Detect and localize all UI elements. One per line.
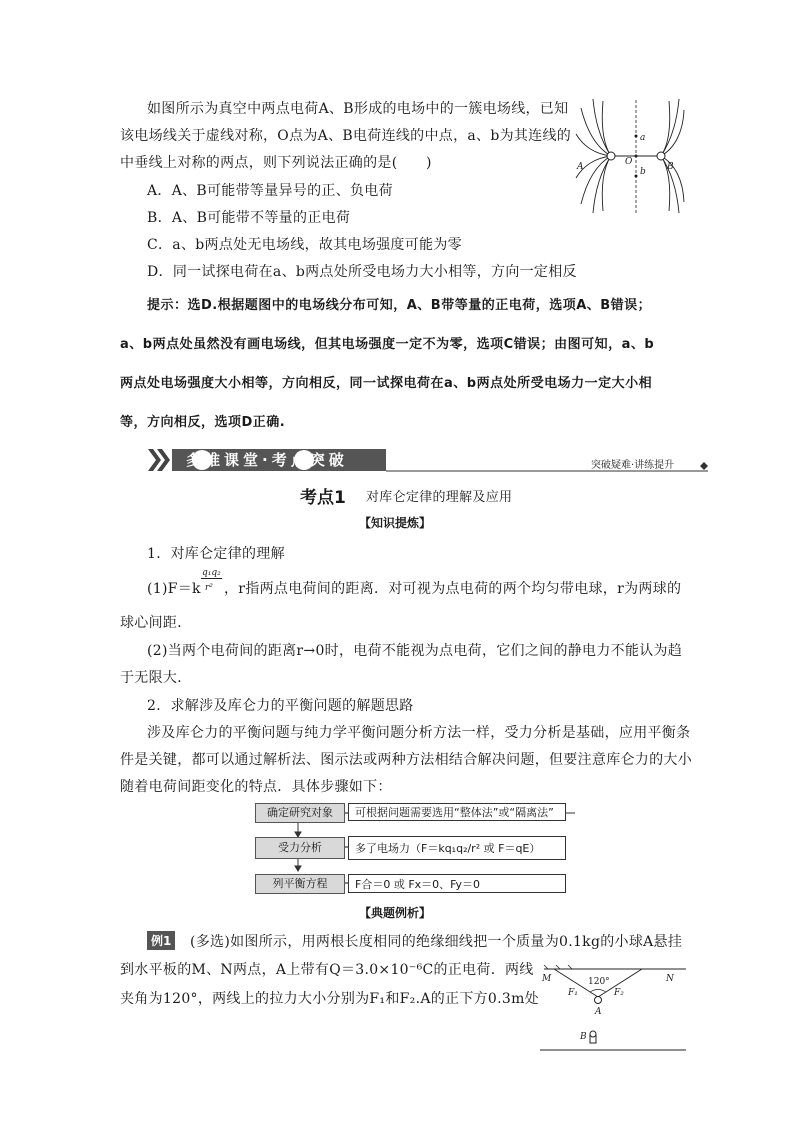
point2-line-1: 涉及库仑力的平衡问题与纯力学平衡问题分析方法一样，受力分析是基础，应用平衡条 xyxy=(147,725,691,741)
fig2-label-B: B xyxy=(580,1032,587,1042)
fig1-label-B: B xyxy=(667,162,674,172)
fig1-label-O: O xyxy=(625,157,633,167)
section-heading-text: 对库仑定律的理解及应用 xyxy=(366,490,513,505)
suspended-ball-figure xyxy=(540,963,686,1058)
flow-step-2: 受力分析 xyxy=(255,837,345,859)
fig2-label-A: A xyxy=(595,1007,602,1017)
example-line-2: 到水平板的M、N两点，A上带有Q＝3.0×10⁻⁶C的正电荷．两线 xyxy=(120,962,534,978)
point1-line-1-rest: ，r指两点电荷间的距离．对可视为点电荷的两个均匀带电球，r为两球的 xyxy=(224,581,682,597)
point1-line-3: (2)当两个电荷间的距离r→0时，电荷不能视为点电荷，它们之间的静电力不能认为趋 xyxy=(147,643,683,659)
flow-step-2-note: 多了电场力（F＝kq₁q₂/r² 或 F＝qE） xyxy=(348,836,566,860)
point1-line-4: 于无限大． xyxy=(120,670,192,686)
fig2-label-N: N xyxy=(666,974,674,984)
point2-line-3: 随着电荷间距变化的特点．具体步骤如下： xyxy=(120,779,392,795)
point1-line-2: 球心间距． xyxy=(120,615,192,631)
question-line-2: 该电场线关于虚线对称，O点为A、B电荷连线的中点，a、b为其连线的 xyxy=(120,128,572,144)
fig1-label-A: A xyxy=(577,162,584,172)
point1-formula-prefix: (1)F＝k xyxy=(147,581,201,597)
point1-title: 1．对库仑定律的理解 xyxy=(147,546,285,562)
knowledge-heading: 【知识提炼】 xyxy=(359,516,432,530)
point2-title: 2．求解涉及库仑力的平衡问题的解题思路 xyxy=(147,698,414,714)
option-d: D．同一试探电荷在a、b两点处所受电场力大小相等，方向一定相反 xyxy=(147,264,577,280)
question-line-3: 中垂线上对称的两点，则下列说法正确的是( ) xyxy=(120,155,432,171)
flow-step-1-note: 可根据问题需要选用“整体法”或“隔离法” xyxy=(348,803,566,821)
fig2-label-F1: F₁ xyxy=(568,988,578,998)
electric-field-figure xyxy=(573,96,685,216)
coulomb-fraction-numerator: q₁q₂ xyxy=(202,568,221,578)
banner-right-text: 突破疑难·讲练提升 xyxy=(591,460,675,471)
fig2-angle: 120° xyxy=(588,977,610,987)
hint-line-4: 等，方向相反，选项D正确. xyxy=(120,415,286,430)
example-line-3: 夹角为120°，两线上的拉力大小分别为F₁和F₂.A的正下方0.3m处 xyxy=(120,991,539,1007)
option-b: B．A、B可能带不等量的正电荷 xyxy=(147,210,351,226)
flow-step-3: 列平衡方程 xyxy=(255,874,345,894)
fig1-label-b: b xyxy=(640,167,646,177)
fig1-label-a: a xyxy=(640,133,646,143)
typical-example-heading: 【典题例析】 xyxy=(359,906,432,920)
banner-title: 多维课堂·考点突破 xyxy=(186,451,348,469)
example-tag: 例1 xyxy=(147,931,175,950)
point2-line-2: 件是关键，都可以通过解析法、图示法或两种方法相结合解决问题，但要注意库仑力的大小 xyxy=(120,752,692,768)
hint-line-2: a、b两点处虽然没有画电场线，但其电场强度一定不为零，选项C错误；由图可知，a、b xyxy=(120,337,655,352)
example-line-1: (多选)如图所示，用两根长度相同的绝缘细线把一个质量为0.1kg的小球A悬挂 xyxy=(190,934,683,950)
hint-line-3: 两点处电场强度大小相等，方向相反，同一试探电荷在a、b两点处所受电场力一定大小相 xyxy=(120,376,653,391)
flow-step-1: 确定研究对象 xyxy=(255,803,345,823)
hint-line-1: 提示：选D.根据题图中的电场线分布可知，A、B带等量的正电荷，选项A、B错误； xyxy=(147,298,652,313)
question-line-1: 如图所示为真空中两点电荷A、B形成的电场中的一簇电场线，已知 xyxy=(147,101,569,117)
coulomb-fraction-denominator: r² xyxy=(205,583,213,593)
fig2-label-F2: F₂ xyxy=(614,988,624,998)
section-heading-number: 考点1 xyxy=(300,488,346,508)
fig2-label-M: M xyxy=(542,974,552,984)
option-a: A．A、B可能带等量异号的正、负电荷 xyxy=(147,183,393,199)
option-c: C．a、b两点处无电场线，故其电场强度可能为零 xyxy=(147,237,462,253)
flow-step-3-note: F合＝0 或 Fx＝0、Fy＝0 xyxy=(348,874,566,893)
